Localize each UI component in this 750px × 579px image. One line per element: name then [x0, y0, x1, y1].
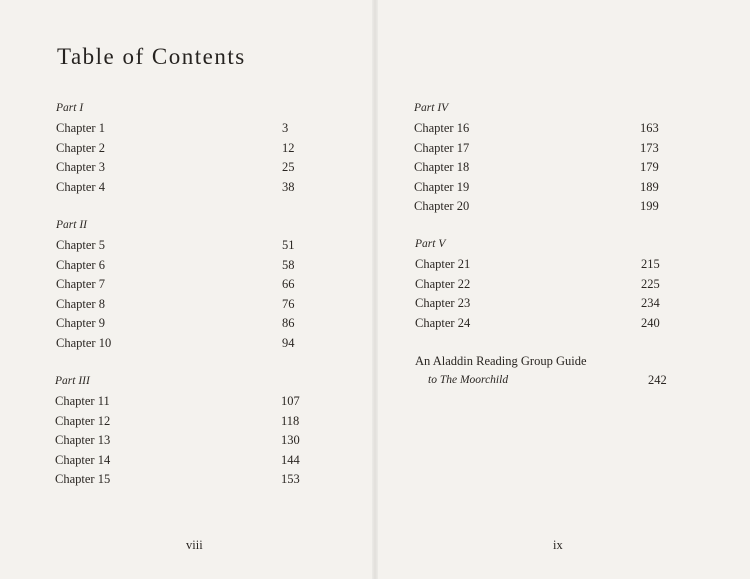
toc-entry — [56, 139, 316, 159]
page-number: 107 — [281, 394, 300, 408]
left-page-number: viii — [186, 538, 203, 552]
page-number: 163 — [640, 121, 659, 135]
page-number: 189 — [640, 179, 659, 194]
chapter-title: Chapter 8 — [56, 296, 105, 311]
page-number: 225 — [641, 276, 660, 291]
part-4-section — [414, 100, 684, 217]
chapter-title: Chapter 4 — [56, 179, 105, 194]
toc-entry — [414, 158, 684, 178]
part-2-section — [56, 217, 316, 354]
page-number: 66 — [282, 277, 295, 292]
page-number: 179 — [640, 160, 659, 175]
part-1-section — [56, 100, 316, 197]
toc-entry — [56, 295, 316, 315]
toc-entry — [56, 236, 316, 256]
chapter-title: Chapter 3 — [56, 160, 105, 175]
chapter-title: Chapter 18 — [414, 160, 470, 175]
chapter-title: Chapter 23 — [415, 296, 471, 311]
chapter-title: Chapter 2 — [56, 140, 105, 155]
chapter-title: Chapter 16 — [414, 121, 470, 135]
chapter-title: Chapter 6 — [56, 257, 105, 272]
chapter-title: Chapter 1 — [56, 121, 105, 135]
toc-entry — [56, 178, 316, 198]
page-number: 94 — [282, 335, 295, 350]
chapter-title: Chapter 24 — [415, 315, 471, 330]
page-number: 130 — [281, 433, 300, 448]
chapter-title: Chapter 7 — [56, 277, 105, 292]
part-label: Part III — [55, 375, 90, 387]
chapter-title: Chapter 9 — [56, 316, 105, 331]
guide-subtitle: to The Moorchild — [428, 374, 509, 386]
toc-entry — [56, 158, 316, 178]
toc-entry — [414, 197, 684, 217]
page-title: Table of Contents — [57, 44, 246, 69]
toc-entry — [414, 119, 684, 139]
page-number: 199 — [640, 199, 659, 214]
page-number: 153 — [281, 472, 300, 487]
page-number: 38 — [282, 179, 295, 194]
page-gutter — [372, 0, 378, 579]
page-number: 51 — [282, 238, 295, 252]
chapter-title: Chapter 10 — [56, 335, 112, 350]
toc-entry — [415, 275, 685, 295]
toc-entry — [56, 275, 316, 295]
toc-entry — [415, 255, 685, 275]
guide-subtitle-row — [415, 371, 685, 389]
toc-entry — [56, 314, 316, 334]
part-label: Part V — [415, 238, 446, 250]
toc-entry — [56, 334, 316, 354]
page-number: 118 — [281, 413, 300, 428]
page-number: 240 — [641, 315, 660, 330]
toc-entry — [415, 314, 685, 334]
reading-guide-entry — [415, 352, 685, 389]
chapter-title: Chapter 5 — [56, 238, 105, 252]
chapter-title: Chapter 17 — [414, 140, 470, 155]
toc-entry — [56, 256, 316, 276]
part-label: Part IV — [414, 102, 449, 114]
chapter-title: Chapter 15 — [55, 472, 111, 487]
guide-title: An Aladdin Reading Group Guide — [415, 354, 587, 368]
toc-entry — [414, 178, 684, 198]
chapter-title: Chapter 11 — [55, 394, 110, 408]
right-page-number: ix — [553, 538, 563, 552]
toc-entry — [415, 294, 685, 314]
toc-entry — [55, 451, 315, 471]
page-number: 144 — [281, 452, 300, 467]
page-number: 242 — [648, 373, 667, 387]
toc-entry — [55, 392, 315, 412]
toc-entry — [55, 431, 315, 451]
page-number: 86 — [282, 316, 295, 331]
page-number: 215 — [641, 257, 660, 271]
part-label: Part I — [56, 102, 84, 114]
part-3-section — [55, 373, 315, 490]
toc-entry — [414, 139, 684, 159]
chapter-title: Chapter 20 — [414, 199, 470, 214]
toc-entry — [55, 470, 315, 490]
chapter-title: Chapter 12 — [55, 413, 111, 428]
page-number: 234 — [641, 296, 660, 311]
page-number: 25 — [282, 160, 295, 175]
chapter-title: Chapter 14 — [55, 452, 111, 467]
page-number: 58 — [282, 257, 295, 272]
part-label: Part II — [56, 219, 87, 231]
page-number: 3 — [282, 121, 289, 135]
toc-entry — [56, 119, 316, 139]
page-number: 173 — [640, 140, 659, 155]
part-5-section — [415, 236, 685, 333]
chapter-title: Chapter 21 — [415, 257, 471, 271]
page-number: 12 — [282, 140, 295, 155]
toc-entry — [55, 412, 315, 432]
chapter-title: Chapter 13 — [55, 433, 111, 448]
chapter-title: Chapter 19 — [414, 179, 470, 194]
page-number: 76 — [282, 296, 295, 311]
chapter-title: Chapter 22 — [415, 276, 471, 291]
